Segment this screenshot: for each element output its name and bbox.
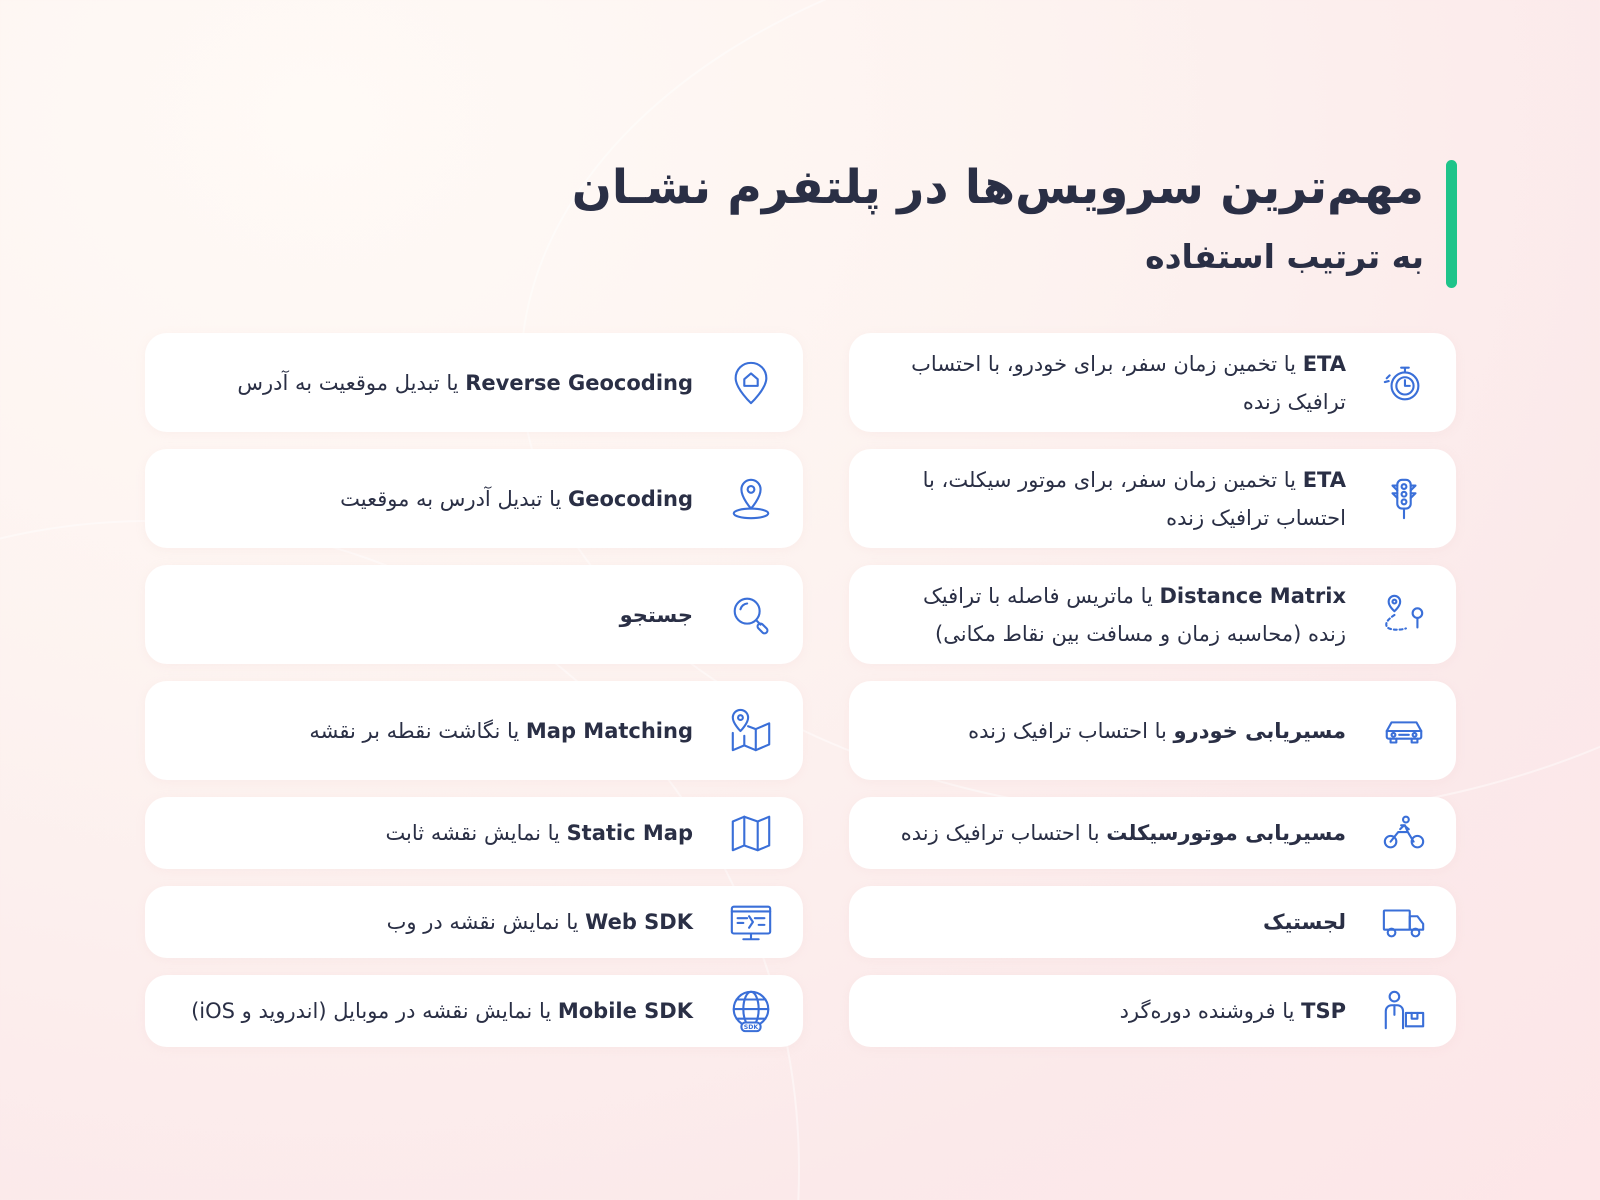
page-subtitle: به ترتیب استفاده <box>1145 237 1424 276</box>
web-monitor-icon <box>727 898 775 946</box>
service-text <box>387 903 693 941</box>
traffic-light-icon <box>1380 475 1428 523</box>
service-description: یا ماتریس فاصله با ترافیک زنده (محاسبه زمان و مسافت بین نقاط مکانی) <box>923 583 1346 646</box>
service-name: جستجو <box>619 602 693 627</box>
service-text <box>901 814 1346 852</box>
service-name: Static Map <box>566 821 693 845</box>
service-card-static-map <box>145 797 803 869</box>
service-card-tsp <box>849 975 1456 1047</box>
location-pin-icon <box>727 475 775 523</box>
service-text <box>620 596 693 634</box>
map-pin-icon <box>727 707 775 755</box>
service-name: Distance Matrix <box>1159 583 1346 608</box>
service-card-car-eta <box>849 333 1456 432</box>
service-card-car-routing <box>849 681 1456 780</box>
service-description: یا نگاشت نقطه بر نقشه <box>309 718 526 743</box>
service-name: لجستیک <box>1262 910 1346 934</box>
service-name: Web SDK <box>585 910 693 934</box>
route-pins-icon <box>1380 591 1428 639</box>
service-name: Geocoding <box>568 486 693 511</box>
stopwatch-icon <box>1380 359 1428 407</box>
service-text <box>906 345 1346 421</box>
service-name: مسیریابی خودرو <box>1173 718 1346 743</box>
header <box>572 160 1457 288</box>
map-icon <box>727 809 775 857</box>
search-icon <box>727 591 775 639</box>
salesperson-icon <box>1380 987 1428 1035</box>
page-title: مهم‌ترین سرویس‌ها در پلتفرم نشـان <box>571 160 1424 215</box>
service-description: یا نمایش نقشه در موبایل (اندروید و iOS) <box>191 999 558 1023</box>
globe-sdk-icon <box>727 987 775 1035</box>
service-text <box>968 712 1346 750</box>
accent-bar <box>1446 160 1457 288</box>
service-description: با احتساب ترافیک زنده <box>900 821 1107 845</box>
service-description: یا نمایش نقشه ثابت <box>385 821 567 845</box>
service-description: با احتساب ترافیک زنده <box>968 718 1174 743</box>
service-card-web-sdk <box>145 886 803 958</box>
service-text <box>1120 992 1346 1030</box>
service-description: یا تبدیل آدرس به موقعیت <box>340 486 568 511</box>
service-text <box>340 480 693 518</box>
service-name: مسیریابی موتورسیکلت <box>1106 821 1346 845</box>
header-titles <box>572 160 1424 288</box>
service-text <box>191 992 693 1030</box>
service-name: ETA <box>1302 467 1346 492</box>
service-name: Mobile SDK <box>557 999 693 1023</box>
service-text <box>237 364 693 402</box>
service-text <box>309 712 693 750</box>
service-name: Reverse Geocoding <box>465 370 693 395</box>
service-card-motorcycle-routing <box>849 797 1456 869</box>
service-description: یا فروشنده دوره‌گرد <box>1119 999 1302 1023</box>
service-name: ETA <box>1302 351 1346 376</box>
service-card-distance-matrix <box>849 565 1456 664</box>
service-description: یا تبدیل موقعیت به آدرس <box>237 370 466 395</box>
service-description: یا تخمین زمان سفر، برای خودرو، با احتساب ترافیک زنده <box>911 351 1346 414</box>
car-icon <box>1380 707 1428 755</box>
service-text <box>1263 903 1346 941</box>
service-card-geocoding <box>145 449 803 548</box>
service-card-map-matching <box>145 681 803 780</box>
service-text <box>906 577 1346 653</box>
service-name: TSP <box>1301 999 1346 1023</box>
service-card-motorcycle-eta <box>849 449 1456 548</box>
sdk-badge-label: SDK <box>743 1024 759 1032</box>
service-description: یا تخمین زمان سفر، برای موتور سیکلت، با احتساب ترافیک زنده <box>922 467 1346 530</box>
service-card-logistics <box>849 886 1456 958</box>
motorcycle-icon <box>1380 809 1428 857</box>
service-card-mobile-sdk <box>145 975 803 1047</box>
service-text <box>385 814 693 852</box>
home-pin-icon <box>727 359 775 407</box>
service-text <box>906 461 1346 537</box>
service-card-search <box>145 565 803 664</box>
service-card-reverse-geocoding <box>145 333 803 432</box>
service-name: Map Matching <box>525 718 693 743</box>
truck-icon <box>1380 898 1428 946</box>
service-description: یا نمایش نقشه در وب <box>386 910 586 934</box>
